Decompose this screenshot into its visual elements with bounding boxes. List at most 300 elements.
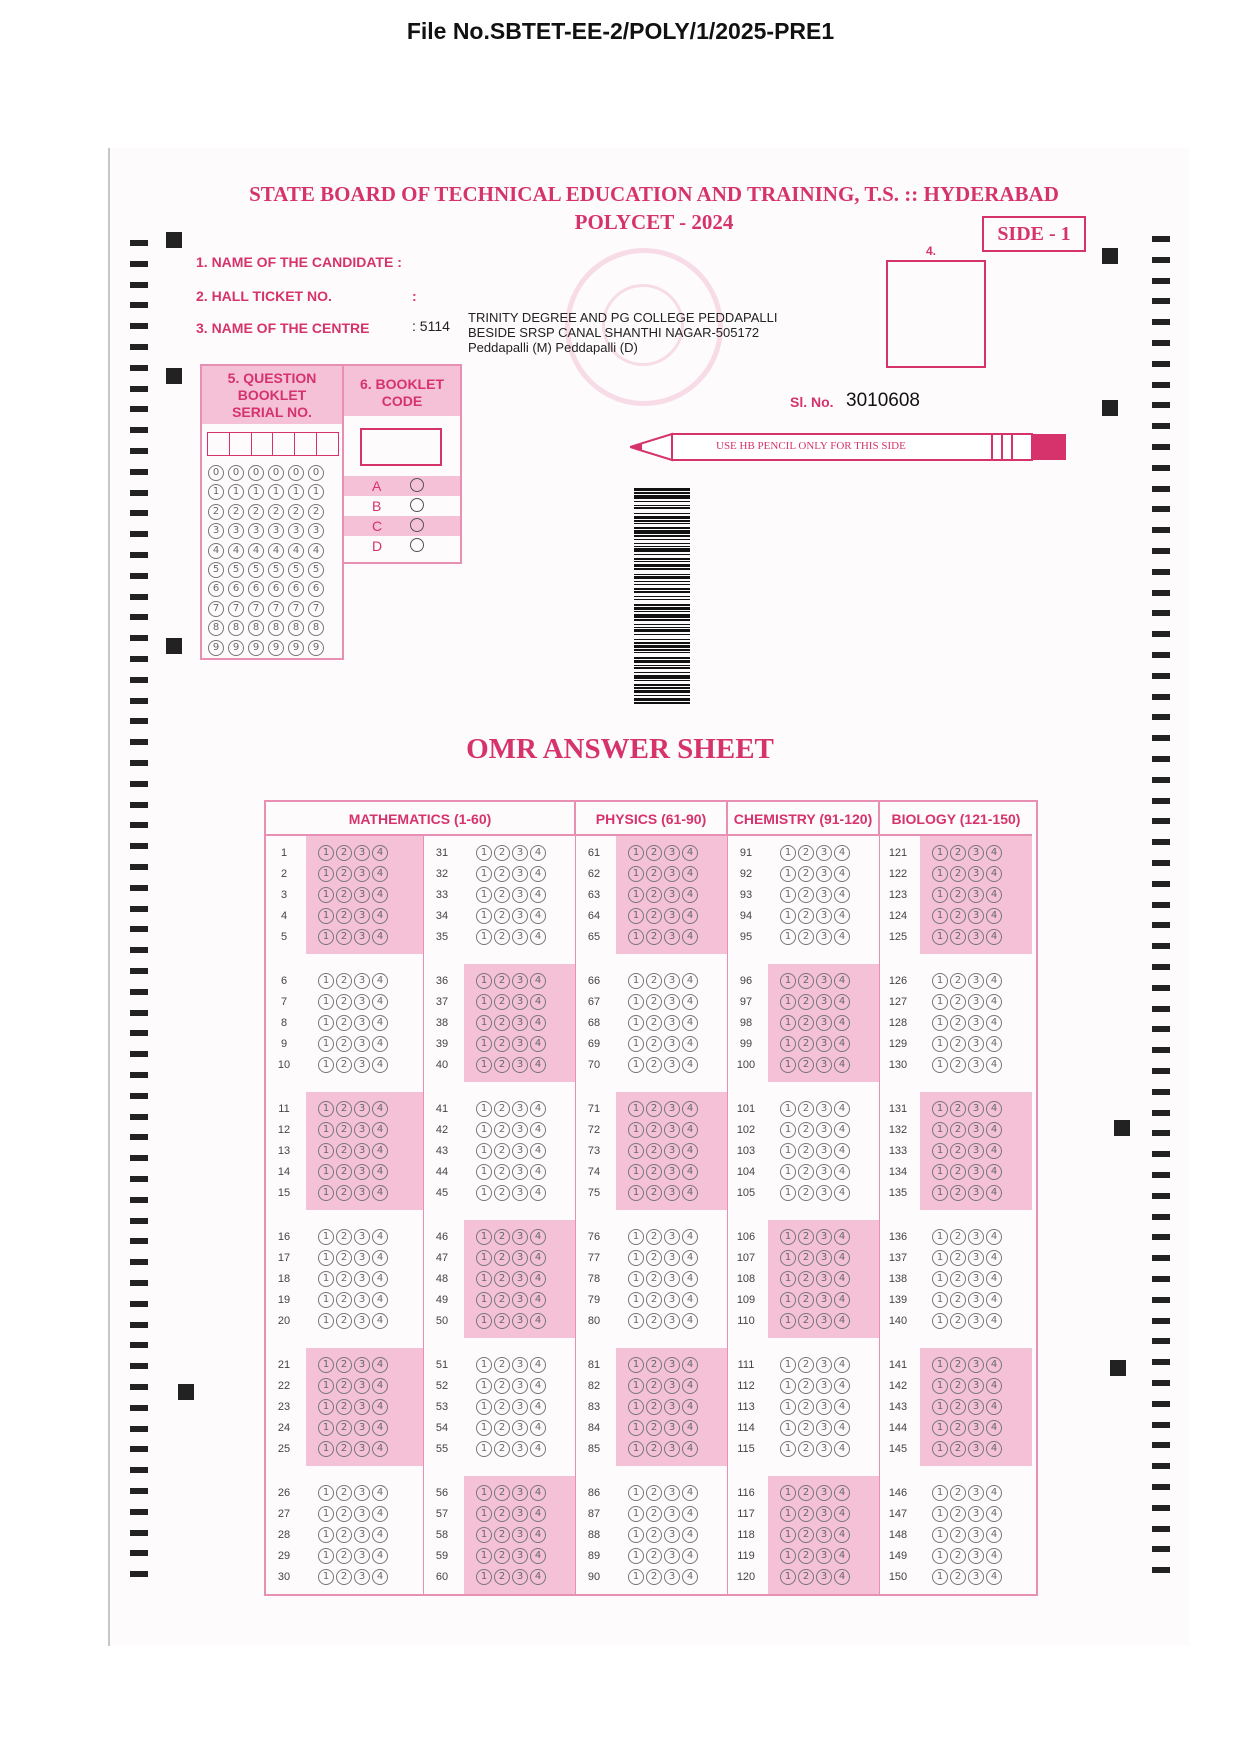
answer-bubble[interactable]: 4	[372, 908, 388, 924]
qbs-digit-bubble[interactable]: 1	[288, 484, 304, 500]
answer-bubble[interactable]: 4	[682, 1399, 698, 1415]
answer-bubble[interactable]: 1	[318, 1101, 334, 1117]
answer-bubble[interactable]: 1	[932, 866, 948, 882]
answer-bubble[interactable]: 1	[932, 1015, 948, 1031]
answer-bubble[interactable]: 1	[628, 866, 644, 882]
answer-bubble[interactable]: 2	[798, 1015, 814, 1031]
answer-bubble[interactable]: 4	[682, 1250, 698, 1266]
answer-bubble[interactable]: 4	[682, 1185, 698, 1201]
answer-bubble[interactable]: 3	[664, 994, 680, 1010]
answer-bubble[interactable]: 2	[336, 1441, 352, 1457]
answer-bubble[interactable]: 4	[682, 1271, 698, 1287]
answer-bubble[interactable]: 3	[354, 973, 370, 989]
answer-bubble[interactable]: 4	[834, 1015, 850, 1031]
answer-bubble[interactable]: 4	[530, 1164, 546, 1180]
answer-bubble[interactable]: 2	[494, 1378, 510, 1394]
answer-bubble[interactable]: 1	[476, 1357, 492, 1373]
answer-bubble[interactable]: 3	[354, 1229, 370, 1245]
qbs-digit-bubble[interactable]: 3	[308, 523, 324, 539]
answer-bubble[interactable]: 1	[932, 1271, 948, 1287]
answer-bubble[interactable]: 1	[932, 929, 948, 945]
answer-bubble[interactable]: 2	[336, 887, 352, 903]
answer-bubble[interactable]: 4	[682, 1485, 698, 1501]
answer-bubble[interactable]: 2	[646, 1185, 662, 1201]
answer-bubble[interactable]: 4	[682, 973, 698, 989]
qbs-digit-bubble[interactable]: 2	[248, 504, 264, 520]
answer-bubble[interactable]: 3	[816, 1057, 832, 1073]
answer-bubble[interactable]: 3	[664, 1548, 680, 1564]
answer-bubble[interactable]: 4	[530, 1506, 546, 1522]
qbs-digit-bubble[interactable]: 4	[288, 543, 304, 559]
answer-bubble[interactable]: 1	[628, 1399, 644, 1415]
answer-bubble[interactable]: 2	[336, 1101, 352, 1117]
answer-bubble[interactable]: 4	[986, 1122, 1002, 1138]
answer-bubble[interactable]: 2	[336, 973, 352, 989]
answer-bubble[interactable]: 3	[512, 994, 528, 1010]
answer-bubble[interactable]: 2	[950, 1527, 966, 1543]
answer-bubble[interactable]: 2	[950, 1357, 966, 1373]
answer-bubble[interactable]: 4	[530, 1229, 546, 1245]
answer-bubble[interactable]: 3	[968, 1271, 984, 1287]
answer-bubble[interactable]: 3	[664, 1506, 680, 1522]
answer-bubble[interactable]: 1	[318, 1527, 334, 1543]
answer-bubble[interactable]: 1	[318, 1548, 334, 1564]
answer-bubble[interactable]: 2	[336, 1569, 352, 1585]
qbs-digit-bubble[interactable]: 6	[228, 581, 244, 597]
answer-bubble[interactable]: 2	[798, 1271, 814, 1287]
answer-bubble[interactable]: 3	[664, 1485, 680, 1501]
answer-bubble[interactable]: 1	[318, 929, 334, 945]
qbs-digit-bubble[interactable]: 9	[268, 640, 284, 656]
answer-bubble[interactable]: 1	[476, 1420, 492, 1436]
answer-bubble[interactable]: 4	[986, 973, 1002, 989]
answer-bubble[interactable]: 1	[476, 973, 492, 989]
answer-bubble[interactable]: 2	[336, 1122, 352, 1138]
answer-bubble[interactable]: 3	[512, 1057, 528, 1073]
answer-bubble[interactable]: 3	[512, 1036, 528, 1052]
answer-bubble[interactable]: 4	[530, 866, 546, 882]
answer-bubble[interactable]: 1	[476, 1036, 492, 1052]
answer-bubble[interactable]: 1	[476, 1250, 492, 1266]
answer-bubble[interactable]: 3	[968, 1506, 984, 1522]
answer-bubble[interactable]: 3	[354, 845, 370, 861]
answer-bubble[interactable]: 2	[646, 1527, 662, 1543]
answer-bubble[interactable]: 2	[950, 1441, 966, 1457]
qbs-digit-bubble[interactable]: 5	[228, 562, 244, 578]
qbs-digit-bubble[interactable]: 7	[248, 601, 264, 617]
answer-bubble[interactable]: 1	[318, 1271, 334, 1287]
answer-bubble[interactable]: 2	[494, 866, 510, 882]
answer-bubble[interactable]: 1	[780, 1057, 796, 1073]
answer-bubble[interactable]: 2	[336, 1143, 352, 1159]
qbs-digit-bubble[interactable]: 3	[268, 523, 284, 539]
qbs-digit-bubble[interactable]: 6	[208, 581, 224, 597]
answer-bubble[interactable]: 2	[646, 1292, 662, 1308]
answer-bubble[interactable]: 2	[798, 1399, 814, 1415]
answer-bubble[interactable]: 3	[816, 1357, 832, 1373]
answer-bubble[interactable]: 1	[476, 1569, 492, 1585]
answer-bubble[interactable]: 4	[986, 1101, 1002, 1117]
answer-bubble[interactable]: 1	[476, 1313, 492, 1329]
answer-bubble[interactable]: 2	[646, 1057, 662, 1073]
answer-bubble[interactable]: 2	[646, 1164, 662, 1180]
answer-bubble[interactable]: 3	[664, 973, 680, 989]
answer-bubble[interactable]: 4	[530, 973, 546, 989]
answer-bubble[interactable]: 2	[494, 1122, 510, 1138]
answer-bubble[interactable]: 1	[932, 1569, 948, 1585]
answer-bubble[interactable]: 2	[798, 1122, 814, 1138]
answer-bubble[interactable]: 2	[336, 1378, 352, 1394]
answer-bubble[interactable]: 1	[932, 1357, 948, 1373]
answer-bubble[interactable]: 1	[628, 845, 644, 861]
answer-bubble[interactable]: 2	[798, 1164, 814, 1180]
answer-bubble[interactable]: 2	[798, 1485, 814, 1501]
answer-bubble[interactable]: 4	[530, 1271, 546, 1287]
answer-bubble[interactable]: 1	[628, 1313, 644, 1329]
answer-bubble[interactable]: 2	[950, 1485, 966, 1501]
answer-bubble[interactable]: 1	[932, 1122, 948, 1138]
answer-bubble[interactable]: 2	[646, 908, 662, 924]
answer-bubble[interactable]: 2	[336, 1313, 352, 1329]
answer-bubble[interactable]: 2	[798, 1229, 814, 1245]
answer-bubble[interactable]: 2	[494, 1015, 510, 1031]
answer-bubble[interactable]: 2	[494, 1485, 510, 1501]
answer-bubble[interactable]: 1	[932, 1057, 948, 1073]
answer-bubble[interactable]: 1	[476, 1101, 492, 1117]
answer-bubble[interactable]: 3	[512, 1527, 528, 1543]
answer-bubble[interactable]: 3	[354, 1057, 370, 1073]
qbs-digit-bubble[interactable]: 5	[248, 562, 264, 578]
answer-bubble[interactable]: 2	[950, 1143, 966, 1159]
answer-bubble[interactable]: 1	[628, 1143, 644, 1159]
answer-bubble[interactable]: 4	[530, 1357, 546, 1373]
qbs-digit-bubble[interactable]: 7	[268, 601, 284, 617]
answer-bubble[interactable]: 1	[318, 1569, 334, 1585]
answer-bubble[interactable]: 1	[628, 1441, 644, 1457]
answer-bubble[interactable]: 3	[512, 1250, 528, 1266]
qbs-digit-bubble[interactable]: 3	[288, 523, 304, 539]
answer-bubble[interactable]: 2	[950, 1548, 966, 1564]
answer-bubble[interactable]: 4	[372, 1441, 388, 1457]
answer-bubble[interactable]: 2	[336, 845, 352, 861]
qbs-digit-bubble[interactable]: 4	[208, 543, 224, 559]
answer-bubble[interactable]: 3	[968, 973, 984, 989]
answer-bubble[interactable]: 2	[494, 1036, 510, 1052]
answer-bubble[interactable]: 3	[664, 1527, 680, 1543]
answer-bubble[interactable]: 4	[986, 1420, 1002, 1436]
answer-bubble[interactable]: 2	[798, 887, 814, 903]
answer-bubble[interactable]: 1	[780, 1250, 796, 1266]
answer-bubble[interactable]: 1	[318, 1164, 334, 1180]
answer-bubble[interactable]: 3	[664, 1399, 680, 1415]
answer-bubble[interactable]: 2	[950, 1057, 966, 1073]
answer-bubble[interactable]: 4	[986, 1357, 1002, 1373]
qbs-digit-bubble[interactable]: 8	[248, 620, 264, 636]
answer-bubble[interactable]: 1	[476, 1292, 492, 1308]
answer-bubble[interactable]: 3	[816, 1548, 832, 1564]
qbs-digit-bubble[interactable]: 8	[228, 620, 244, 636]
answer-bubble[interactable]: 2	[950, 1250, 966, 1266]
answer-bubble[interactable]: 3	[512, 1292, 528, 1308]
qbs-digit-bubble[interactable]: 8	[308, 620, 324, 636]
answer-bubble[interactable]: 4	[986, 1313, 1002, 1329]
answer-bubble[interactable]: 4	[682, 1015, 698, 1031]
answer-bubble[interactable]: 1	[780, 866, 796, 882]
qbs-digit-bubble[interactable]: 5	[208, 562, 224, 578]
answer-bubble[interactable]: 4	[834, 929, 850, 945]
answer-bubble[interactable]: 2	[646, 1420, 662, 1436]
answer-bubble[interactable]: 3	[968, 1357, 984, 1373]
answer-bubble[interactable]: 4	[530, 1292, 546, 1308]
qbs-digit-bubble[interactable]: 8	[208, 620, 224, 636]
answer-bubble[interactable]: 4	[834, 1527, 850, 1543]
answer-bubble[interactable]: 2	[798, 1036, 814, 1052]
answer-bubble[interactable]: 3	[816, 994, 832, 1010]
answer-bubble[interactable]: 2	[950, 1313, 966, 1329]
answer-bubble[interactable]: 3	[664, 1313, 680, 1329]
answer-bubble[interactable]: 1	[318, 1506, 334, 1522]
answer-bubble[interactable]: 3	[816, 845, 832, 861]
answer-bubble[interactable]: 2	[646, 929, 662, 945]
answer-bubble[interactable]: 2	[336, 1527, 352, 1543]
answer-bubble[interactable]: 3	[968, 1015, 984, 1031]
answer-bubble[interactable]: 4	[372, 1122, 388, 1138]
answer-bubble[interactable]: 2	[494, 1420, 510, 1436]
answer-bubble[interactable]: 4	[682, 1357, 698, 1373]
answer-bubble[interactable]: 3	[664, 1164, 680, 1180]
answer-bubble[interactable]: 3	[512, 1378, 528, 1394]
answer-bubble[interactable]: 4	[530, 887, 546, 903]
answer-bubble[interactable]: 2	[798, 1313, 814, 1329]
answer-bubble[interactable]: 3	[968, 1122, 984, 1138]
qbs-digit-bubble[interactable]: 1	[208, 484, 224, 500]
answer-bubble[interactable]: 4	[986, 1229, 1002, 1245]
answer-bubble[interactable]: 3	[816, 1185, 832, 1201]
answer-bubble[interactable]: 4	[372, 1378, 388, 1394]
qbs-digit-bubble[interactable]: 4	[228, 543, 244, 559]
answer-bubble[interactable]: 1	[476, 1057, 492, 1073]
answer-bubble[interactable]: 1	[780, 887, 796, 903]
answer-bubble[interactable]: 3	[816, 973, 832, 989]
answer-bubble[interactable]: 1	[780, 1101, 796, 1117]
answer-bubble[interactable]: 2	[494, 1271, 510, 1287]
answer-bubble[interactable]: 2	[336, 1420, 352, 1436]
answer-bubble[interactable]: 4	[682, 845, 698, 861]
answer-bubble[interactable]: 1	[476, 1399, 492, 1415]
qbs-digit-bubble[interactable]: 0	[248, 465, 264, 481]
answer-bubble[interactable]: 2	[494, 994, 510, 1010]
answer-bubble[interactable]: 3	[354, 1569, 370, 1585]
answer-bubble[interactable]: 4	[682, 1420, 698, 1436]
answer-bubble[interactable]: 3	[512, 887, 528, 903]
answer-bubble[interactable]: 2	[494, 1399, 510, 1415]
answer-bubble[interactable]: 4	[986, 1399, 1002, 1415]
answer-bubble[interactable]: 4	[682, 1164, 698, 1180]
answer-bubble[interactable]: 1	[318, 866, 334, 882]
answer-bubble[interactable]: 4	[682, 1441, 698, 1457]
answer-bubble[interactable]: 3	[664, 866, 680, 882]
answer-bubble[interactable]: 4	[834, 908, 850, 924]
answer-bubble[interactable]: 2	[950, 866, 966, 882]
answer-bubble[interactable]: 3	[354, 1101, 370, 1117]
answer-bubble[interactable]: 2	[336, 1036, 352, 1052]
answer-bubble[interactable]: 4	[530, 1569, 546, 1585]
answer-bubble[interactable]: 3	[512, 866, 528, 882]
answer-bubble[interactable]: 3	[664, 1185, 680, 1201]
answer-bubble[interactable]: 1	[932, 1292, 948, 1308]
answer-bubble[interactable]: 1	[628, 994, 644, 1010]
answer-bubble[interactable]: 3	[354, 929, 370, 945]
answer-bubble[interactable]: 4	[986, 1441, 1002, 1457]
answer-bubble[interactable]: 3	[354, 1250, 370, 1266]
qbs-digit-bubble[interactable]: 1	[268, 484, 284, 500]
answer-bubble[interactable]: 4	[372, 1036, 388, 1052]
answer-bubble[interactable]: 2	[950, 1399, 966, 1415]
answer-bubble[interactable]: 3	[968, 908, 984, 924]
answer-bubble[interactable]: 1	[476, 1229, 492, 1245]
answer-bubble[interactable]: 2	[798, 1548, 814, 1564]
answer-bubble[interactable]: 1	[932, 1185, 948, 1201]
answer-bubble[interactable]: 3	[664, 1122, 680, 1138]
answer-bubble[interactable]: 4	[530, 1378, 546, 1394]
answer-bubble[interactable]: 1	[932, 1378, 948, 1394]
answer-bubble[interactable]: 4	[986, 1485, 1002, 1501]
answer-bubble[interactable]: 4	[530, 1485, 546, 1501]
answer-bubble[interactable]: 1	[318, 908, 334, 924]
answer-bubble[interactable]: 2	[950, 1036, 966, 1052]
answer-bubble[interactable]: 3	[816, 1313, 832, 1329]
answer-bubble[interactable]: 2	[646, 845, 662, 861]
answer-bubble[interactable]: 3	[968, 1441, 984, 1457]
answer-bubble[interactable]: 2	[336, 929, 352, 945]
answer-bubble[interactable]: 3	[512, 845, 528, 861]
qbs-digit-bubble[interactable]: 5	[268, 562, 284, 578]
answer-bubble[interactable]: 2	[494, 1313, 510, 1329]
answer-bubble[interactable]: 2	[950, 1271, 966, 1287]
answer-bubble[interactable]: 1	[318, 1399, 334, 1415]
answer-bubble[interactable]: 4	[986, 1378, 1002, 1394]
answer-bubble[interactable]: 1	[476, 1271, 492, 1287]
answer-bubble[interactable]: 2	[798, 1506, 814, 1522]
answer-bubble[interactable]: 1	[476, 908, 492, 924]
answer-bubble[interactable]: 1	[476, 887, 492, 903]
qbs-digit-bubble[interactable]: 4	[248, 543, 264, 559]
answer-bubble[interactable]: 3	[354, 1441, 370, 1457]
answer-bubble[interactable]: 3	[354, 1420, 370, 1436]
answer-bubble[interactable]: 3	[816, 1399, 832, 1415]
answer-bubble[interactable]: 1	[476, 1506, 492, 1522]
answer-bubble[interactable]: 2	[646, 973, 662, 989]
answer-bubble[interactable]: 4	[834, 973, 850, 989]
answer-bubble[interactable]: 3	[354, 1399, 370, 1415]
answer-bubble[interactable]: 2	[646, 1271, 662, 1287]
answer-bubble[interactable]: 4	[682, 1143, 698, 1159]
answer-bubble[interactable]: 4	[834, 1441, 850, 1457]
answer-bubble[interactable]: 4	[372, 887, 388, 903]
answer-bubble[interactable]: 3	[512, 1313, 528, 1329]
answer-bubble[interactable]: 3	[354, 1506, 370, 1522]
answer-bubble[interactable]: 3	[816, 1441, 832, 1457]
answer-bubble[interactable]: 4	[372, 1506, 388, 1522]
answer-bubble[interactable]: 2	[494, 1569, 510, 1585]
answer-bubble[interactable]: 3	[816, 1229, 832, 1245]
answer-bubble[interactable]: 2	[336, 908, 352, 924]
answer-bubble[interactable]: 3	[816, 1271, 832, 1287]
answer-bubble[interactable]: 2	[336, 1015, 352, 1031]
answer-bubble[interactable]: 2	[494, 1527, 510, 1543]
answer-bubble[interactable]: 3	[968, 1164, 984, 1180]
answer-bubble[interactable]: 4	[834, 1399, 850, 1415]
answer-bubble[interactable]: 1	[476, 1143, 492, 1159]
answer-bubble[interactable]: 1	[932, 1441, 948, 1457]
answer-bubble[interactable]: 1	[628, 1485, 644, 1501]
answer-bubble[interactable]: 4	[986, 845, 1002, 861]
answer-bubble[interactable]: 2	[798, 994, 814, 1010]
answer-bubble[interactable]: 3	[816, 1164, 832, 1180]
answer-bubble[interactable]: 1	[780, 1420, 796, 1436]
answer-bubble[interactable]: 2	[798, 1250, 814, 1266]
answer-bubble[interactable]: 4	[530, 1399, 546, 1415]
answer-bubble[interactable]: 1	[318, 845, 334, 861]
answer-bubble[interactable]: 3	[816, 1485, 832, 1501]
answer-bubble[interactable]: 2	[494, 1143, 510, 1159]
answer-bubble[interactable]: 1	[476, 994, 492, 1010]
answer-bubble[interactable]: 2	[950, 1506, 966, 1522]
answer-bubble[interactable]: 3	[968, 1185, 984, 1201]
answer-bubble[interactable]: 2	[646, 866, 662, 882]
answer-bubble[interactable]: 4	[682, 929, 698, 945]
answer-bubble[interactable]: 2	[494, 1250, 510, 1266]
answer-bubble[interactable]: 1	[932, 994, 948, 1010]
answer-bubble[interactable]: 1	[628, 1569, 644, 1585]
answer-bubble[interactable]: 3	[664, 845, 680, 861]
answer-bubble[interactable]: 4	[372, 866, 388, 882]
answer-bubble[interactable]: 4	[530, 1313, 546, 1329]
qbs-digit-bubble[interactable]: 6	[248, 581, 264, 597]
answer-bubble[interactable]: 1	[780, 1527, 796, 1543]
answer-bubble[interactable]: 2	[494, 929, 510, 945]
answer-bubble[interactable]: 3	[968, 1101, 984, 1117]
answer-bubble[interactable]: 1	[628, 1185, 644, 1201]
booklet-code-option[interactable]: C	[344, 516, 460, 536]
answer-bubble[interactable]: 4	[372, 1357, 388, 1373]
answer-bubble[interactable]: 1	[932, 1036, 948, 1052]
answer-bubble[interactable]: 3	[512, 1122, 528, 1138]
qbs-digit-bubble[interactable]: 1	[248, 484, 264, 500]
answer-bubble[interactable]: 3	[512, 1185, 528, 1201]
answer-bubble[interactable]: 4	[530, 1420, 546, 1436]
answer-bubble[interactable]: 2	[646, 1101, 662, 1117]
answer-bubble[interactable]: 1	[628, 1548, 644, 1564]
answer-bubble[interactable]: 3	[512, 1441, 528, 1457]
answer-bubble[interactable]: 3	[968, 1292, 984, 1308]
qbs-digit-bubble[interactable]: 9	[288, 640, 304, 656]
answer-bubble[interactable]: 3	[664, 1015, 680, 1031]
answer-bubble[interactable]: 2	[494, 1057, 510, 1073]
answer-bubble[interactable]: 4	[372, 973, 388, 989]
answer-bubble[interactable]: 1	[628, 1250, 644, 1266]
answer-bubble[interactable]: 2	[950, 994, 966, 1010]
answer-bubble[interactable]: 1	[318, 1441, 334, 1457]
answer-bubble[interactable]: 1	[932, 1313, 948, 1329]
answer-bubble[interactable]: 2	[646, 1485, 662, 1501]
answer-bubble[interactable]: 1	[932, 1250, 948, 1266]
answer-bubble[interactable]: 4	[834, 1485, 850, 1501]
answer-bubble[interactable]: 3	[512, 929, 528, 945]
answer-bubble[interactable]: 1	[780, 1143, 796, 1159]
answer-bubble[interactable]: 1	[318, 1292, 334, 1308]
answer-bubble[interactable]: 4	[834, 1229, 850, 1245]
